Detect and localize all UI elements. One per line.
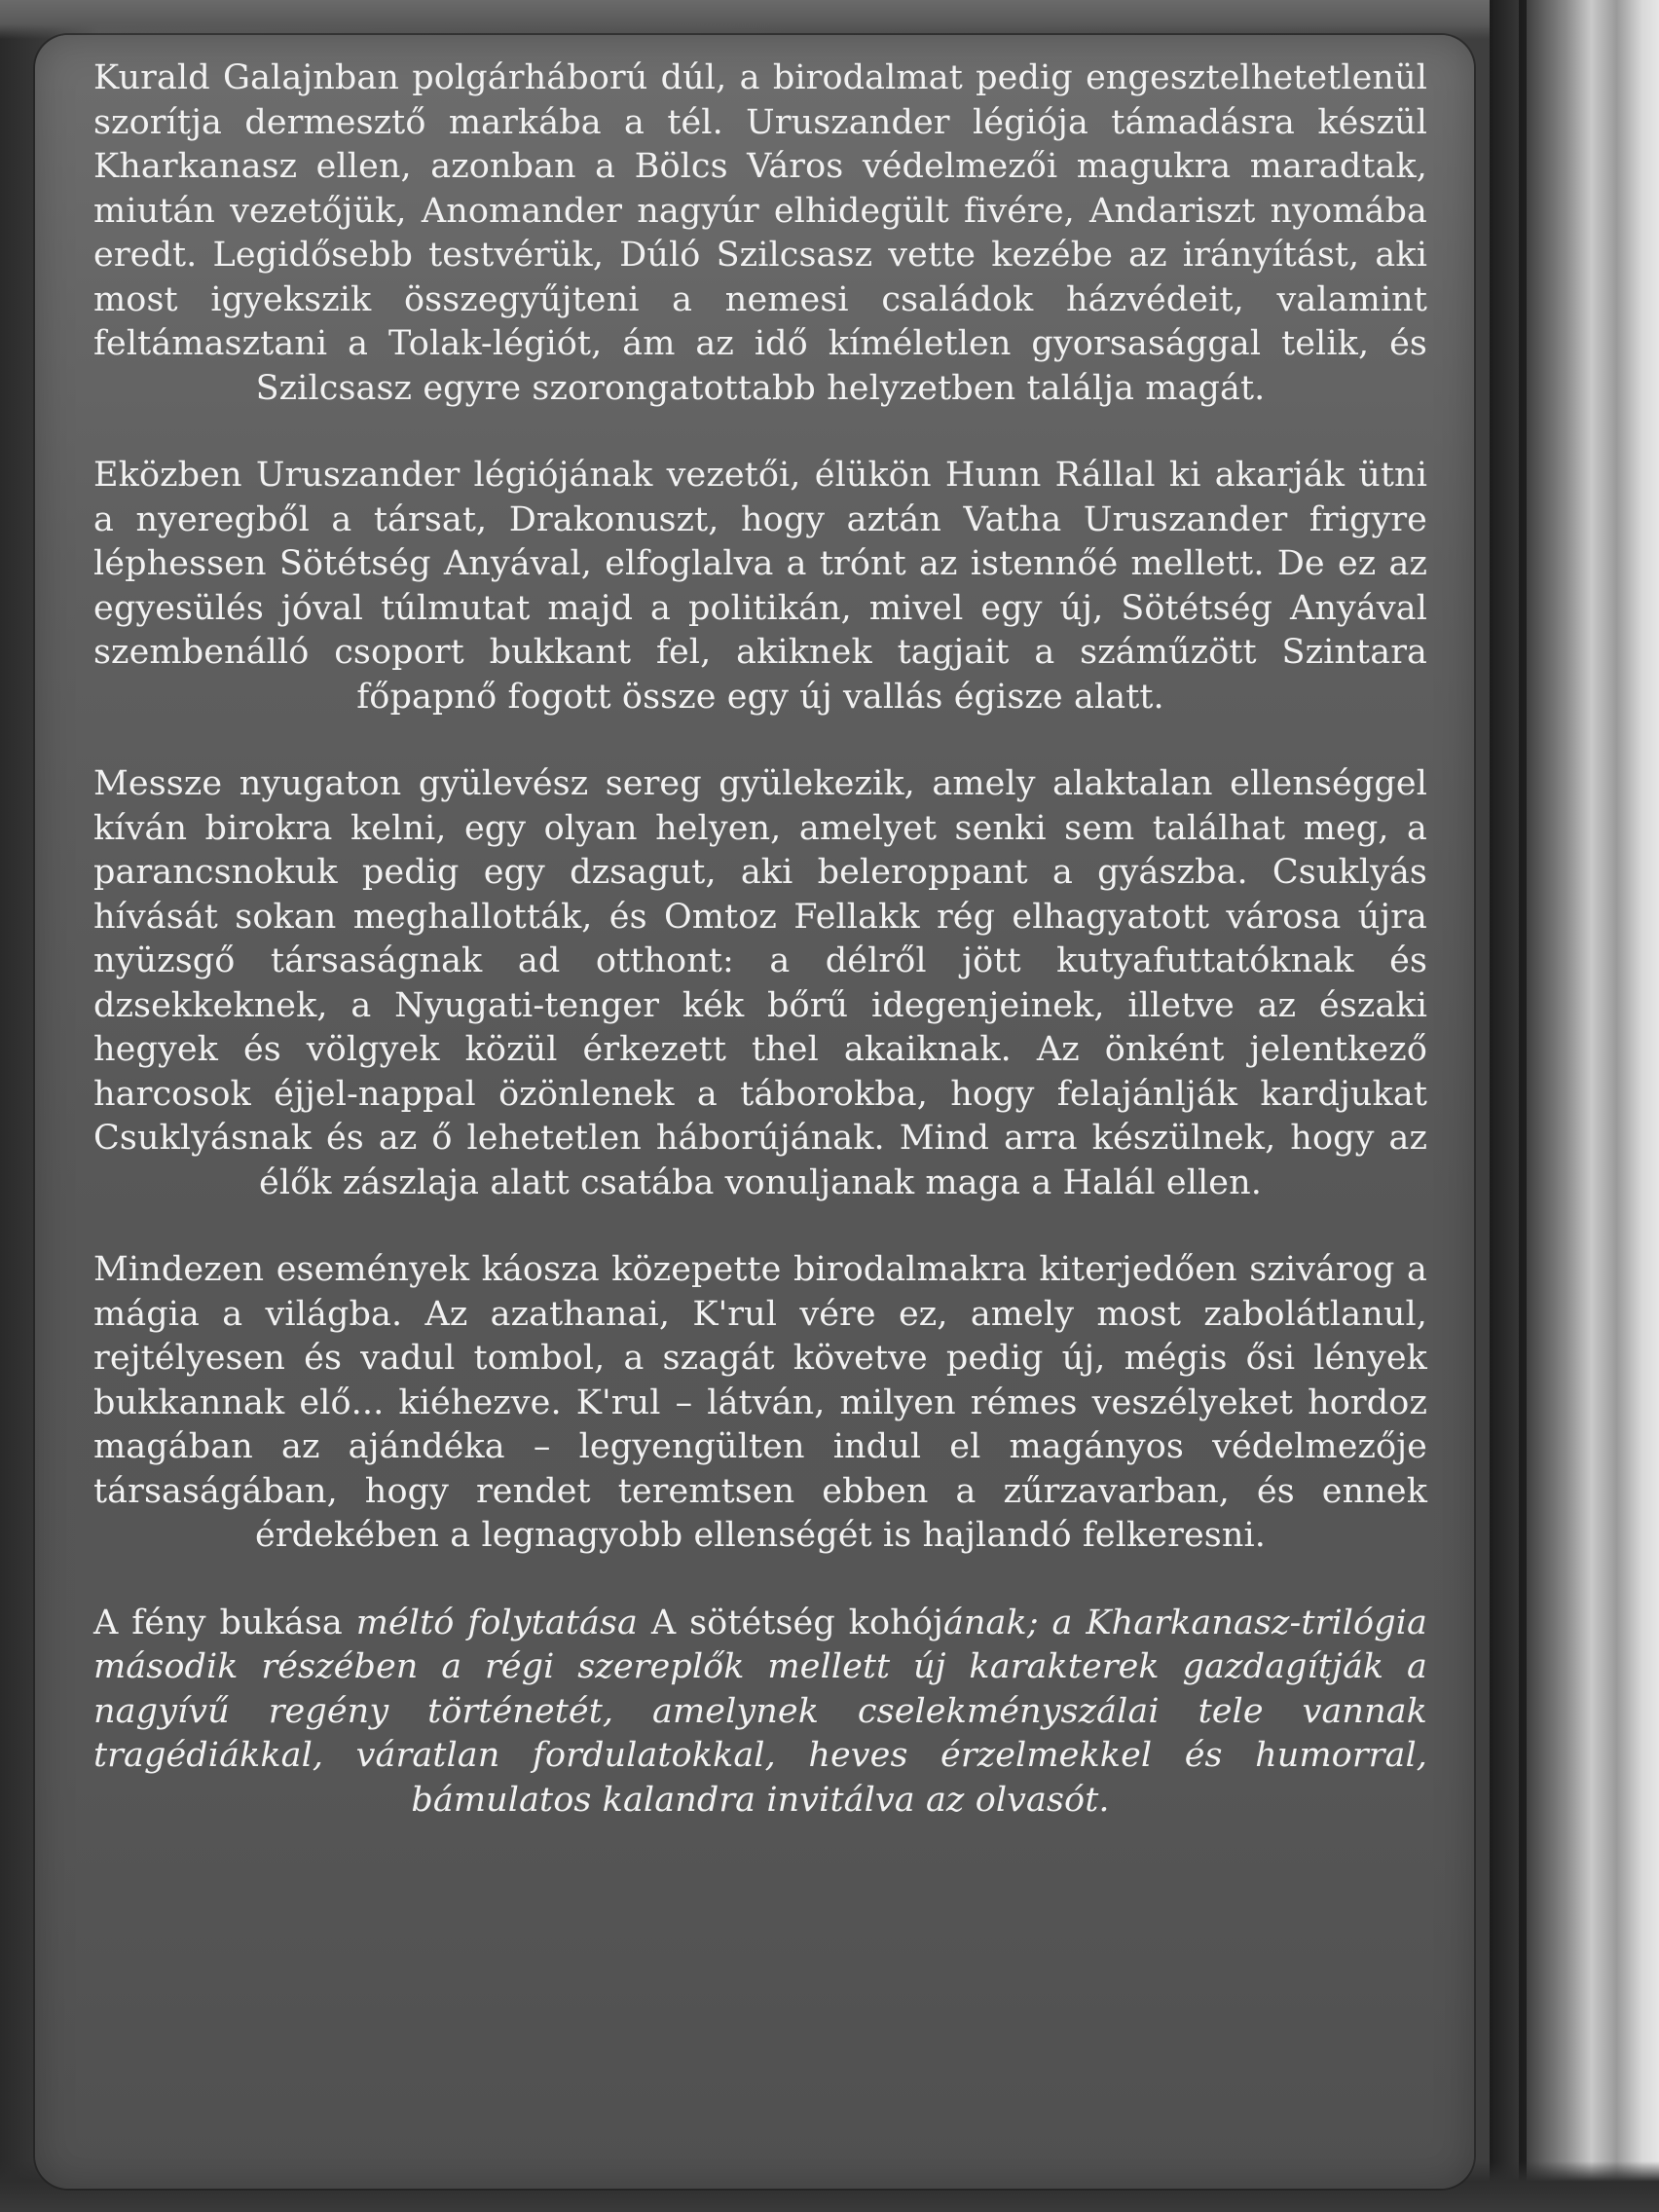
- closing-title-1: A fény bukása: [93, 1603, 356, 1642]
- cover-right-artwork: [1490, 0, 1659, 2212]
- blurb-paragraph-3: Messze nyugaton gyülevész sereg gyülekezik, amely alaktalan ellenséggel kíván birokra kelni, egy olyan helyen, amelyet senki sem találhat meg, a parancsnokuk pedig egy dzsagut, aki beleroppant a gyászba. Csuklyás hívását sokan meghallották, és Omtoz Fellakk rég elhagyatott városa újra nyüzsgő társaságnak ad otthont: a délről jött kutyafuttatóknak és dzsekkeknek, a Nyugati-tenger kék bőrű idegenjeinek, illetve az északi hegyek és völgyek közül érkezett thel akaiknak. Az önként jelentkező harcosok éjjel-nappal özönlenek a táborokba, hogy felajánlják kardjukat Csuklyásnak és az ő lehetetlen háborújának. Mind arra készülnek, hogy az élők zászlaja alatt csatába vonuljanak maga a Halál ellen.: [93, 764, 1427, 1202]
- blurb-paragraph-4: Mindezen események káosza közepette birodalmakra kiterjedően szivárog a mágia a világba. Az azathanai, K'rul vére ez, amely most zabolátlanul, rejtélyesen és vadul tombol, a szagát követve pedig új, mégis ősi lények bukkannak elő... kiéhezve. K'rul – látván, milyen rémes veszélyeket hordoz magában az ajándéka – legyengülten indul el magányos védelmezője társaságában, hogy rendet teremtsen ebben a zűrzavarban, és ennek érdekében a legnagyobb ellenségét is hajlandó felkeresni.: [93, 1250, 1427, 1555]
- blurb-paragraph-1: Kurald Galajnban polgárháború dúl, a birodalmat pedig engesztelhetetlenül szorítja dermesztő markába a tél. Uruszander légiója támadásra készül Kharkanasz ellen, azonban a Bölcs Város védelmezői magukra maradtak, miután vezetőjük, Anomander nagyúr elhidegült fivére, Andariszt nyomába eredt. Legidősebb testvérük, Dúló Szilcsasz vette kezébe az irányítást, aki most igyekszik összegyűjteni a nemesi családok házvédeit, valamint feltámasztani a Tolak-légiót, ám az idő kíméletlen gyorsasággal telik, és Szilcsasz egyre szorongatottabb helyzetben találja magát.: [93, 58, 1427, 408]
- closing-italic-1: méltó folytatása: [355, 1603, 639, 1642]
- cover-spine-shadow: [1519, 0, 1527, 2212]
- closing-italic-2: ának; a Kharkanasz-trilógia második részében a régi szereplők mellett új karakterek gazdagítják a nagyívű regény történetét, amelynek cselekményszálai tele vannak tragédiákkal, váratlan fordulatokkal, heves érzelmekkel és humorral, bámulatos kalandra invitálva az olvasót.: [93, 1603, 1427, 1820]
- blurb-paragraph-2: Eközben Uruszander légiójának vezetői, élükön Hunn Rállal ki akarják ütni a nyeregből a társat, Drakonuszt, hogy aztán Vatha Uruszander frigyre léphessen Sötétség Anyával, elfoglalva a trónt az istennőé mellett. De ez az egyesülés jóval túlmutat majd a politikán, mivel egy új, Sötétség Anyával szembenálló csoport bukkant fel, akiknek tagjait a száműzött Szintara főpapnő fogott össze egy új vallás égisze alatt.: [93, 456, 1427, 717]
- cover-top-edge: [0, 0, 1659, 39]
- blurb-text: [93, 56, 1427, 1823]
- blurb-closing-paragraph: [93, 1602, 1427, 1824]
- closing-title-2: A sötétség kohój: [638, 1603, 943, 1642]
